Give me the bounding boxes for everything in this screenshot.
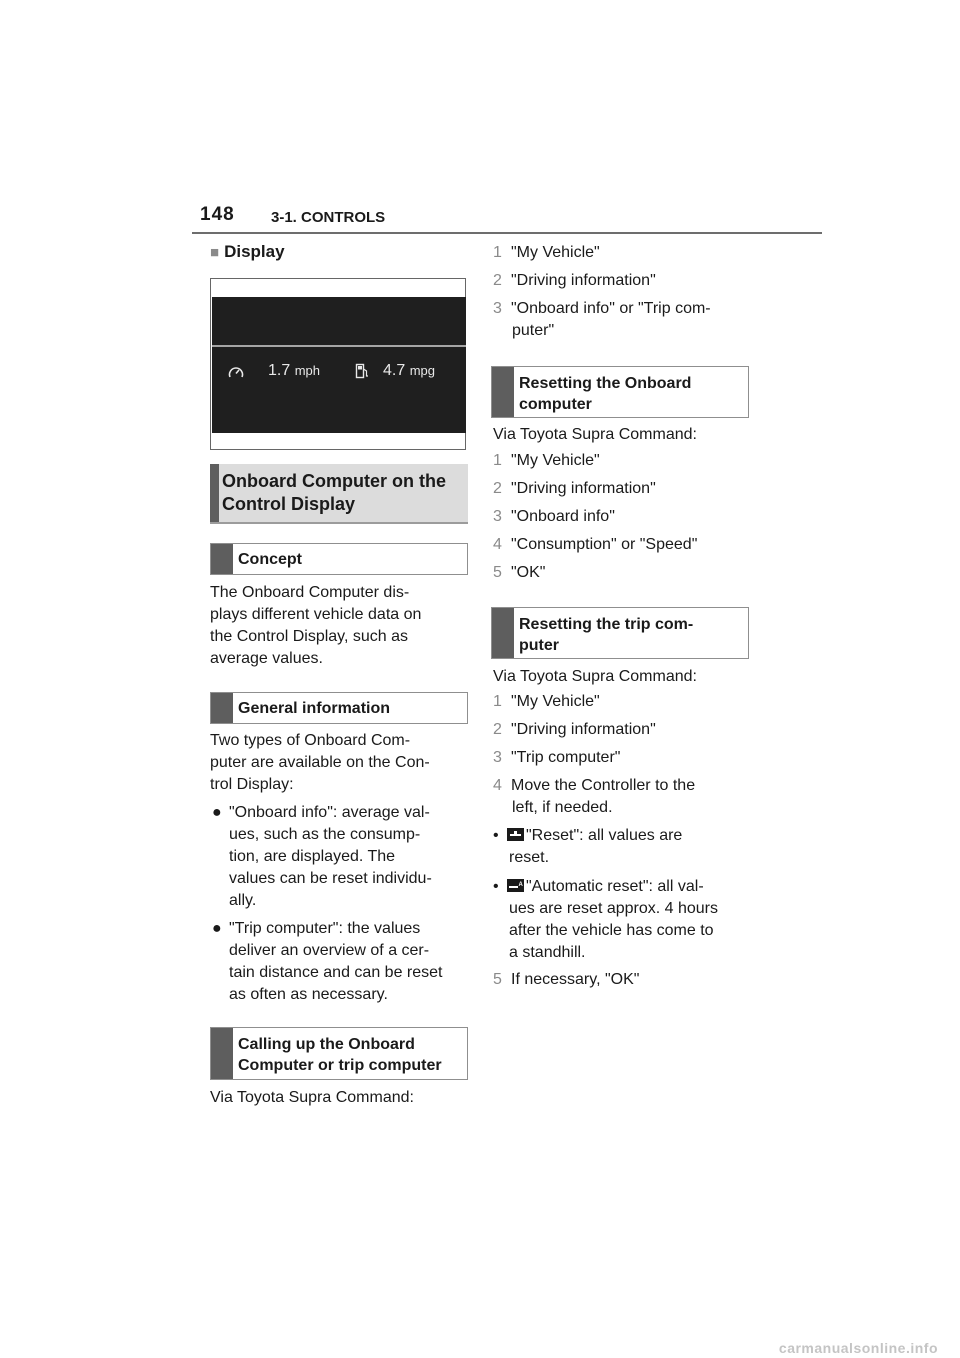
reset-trip-step-5: 5 If necessary, "OK" — [493, 971, 640, 988]
reset-onboard-intro: Via Toyota Supra Command: — [493, 426, 697, 443]
display-heading: ■ Display — [210, 242, 285, 261]
fuel-readout — [383, 362, 435, 380]
heading-bar — [211, 693, 233, 723]
reset-icon — [507, 828, 524, 841]
speedometer-icon — [228, 365, 244, 379]
heading-bar — [211, 1028, 233, 1079]
bullet-trip-computer: ● "Trip computer": the values deliver an overview of a cer- tain distance and can be reset as often as necessary. — [212, 920, 443, 1003]
header-divider — [192, 232, 822, 234]
reset-trip-steps: 1 "My Vehicle" 2 "Driving information" 3 "Trip computer" 4 Move the Controller to the left, if needed. — [493, 693, 696, 816]
page-number: 148 — [200, 204, 235, 225]
bullet-automatic-reset: • A "Automatic reset": all val- ues are reset approx. 4 hours after the vehicle has come to a standhill. — [493, 878, 719, 961]
reset-trip-intro: Via Toyota Supra Command: — [493, 668, 697, 685]
speed-unit: mph — [294, 363, 320, 378]
bullet-onboard-info: ● "Onboard info": average val- ues, such as the consump- tion, are displayed. The values can be reset individu- ally. — [212, 804, 432, 909]
automatic-reset-icon — [507, 879, 524, 892]
fuel-pump-icon — [355, 363, 369, 379]
subheading-resetting-trip: Resetting the trip com- puter — [491, 607, 749, 659]
square-bullet-icon: ■ — [210, 244, 220, 261]
speed-readout — [268, 362, 320, 380]
bullet-reset: • "Reset": all values are reset. — [493, 827, 683, 866]
calling-steps-list: 1 "My Vehicle" 2 "Driving information" 3 "Onboard info" or "Trip com- puter" — [493, 244, 711, 339]
subheading-general-information: General information — [210, 692, 468, 724]
subheading-resetting-onboard: Resetting the Onboard computer — [491, 366, 749, 418]
section-heading-onboard-computer: Onboard Computer on the Control Display — [210, 464, 468, 524]
heading-bar — [492, 367, 514, 417]
bullet-dot-icon: ● — [212, 804, 222, 821]
fuel-value: 4.7 — [383, 362, 406, 379]
heading-bar — [210, 464, 219, 522]
display-separator — [212, 345, 466, 347]
speed-value: 1.7 — [268, 362, 291, 379]
heading-bar — [211, 544, 233, 574]
subheading-concept: Concept — [210, 543, 468, 575]
section-title: 3-1. CONTROLS — [271, 209, 386, 226]
subheading-calling-up: Calling up the Onboard Computer or trip computer — [210, 1027, 468, 1080]
reset-onboard-steps: 1 "My Vehicle" 2 "Driving information" 3 "Onboard info" 4 "Consumption" or "Speed" 5 "OK" — [493, 452, 698, 581]
fuel-unit: mpg — [409, 363, 435, 378]
general-paragraph: Two types of Onboard Com- puter are available on the Con- trol Display: — [210, 732, 430, 793]
bullet-dot-icon: ● — [212, 920, 222, 937]
calling-intro: Via Toyota Supra Command: — [210, 1089, 414, 1106]
watermark: carmanualsonline.info — [778, 1340, 938, 1356]
svg-text:A: A — [518, 882, 523, 888]
concept-paragraph: The Onboard Computer dis- plays different vehicle data on the Control Display, such as average values. — [210, 584, 422, 667]
heading-bar — [492, 608, 514, 658]
